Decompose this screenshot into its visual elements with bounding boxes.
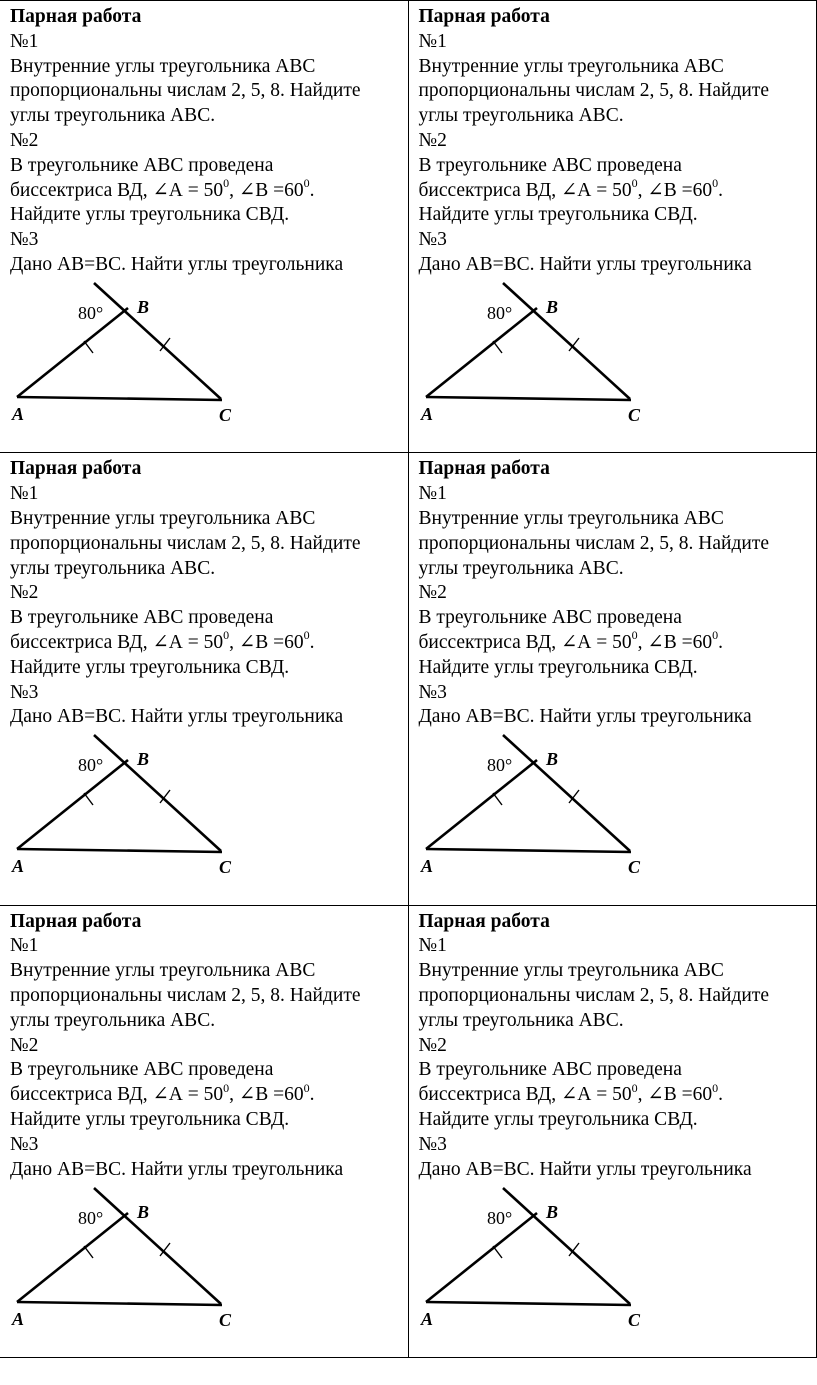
side-bc	[503, 1188, 630, 1304]
superscript: 0	[303, 1080, 310, 1095]
side-ac	[426, 1302, 631, 1305]
task-text-part: биссектриса ВД, ∠А = 50	[418, 631, 632, 653]
task-number: №1	[10, 483, 39, 505]
vertex-label-c: C	[627, 405, 640, 425]
card-title: Парная работа	[418, 6, 550, 27]
card-title: Парная работа	[418, 458, 550, 480]
task-text-part: .	[718, 179, 723, 201]
superscript: 0	[223, 176, 230, 191]
task-text: Дано АВ=ВС. Найти углы треугольника	[418, 253, 752, 275]
task-text-part: биссектриса ВД, ∠А = 50	[10, 631, 224, 653]
task-number: №1	[418, 935, 447, 957]
task-text: Внутренние углы треугольника АВС	[10, 55, 316, 77]
tick-mark	[84, 1246, 93, 1258]
task-text: Внутренние углы треугольника АВС	[10, 960, 316, 982]
side-ab	[17, 308, 128, 397]
task-text-part: .	[309, 631, 315, 653]
card-cell	[0, 453, 408, 905]
task-text: пропорциональны числам 2, 5, 8. Найдите	[418, 532, 769, 554]
triangle-figure	[14, 735, 254, 885]
vertex-label-c: C	[219, 857, 232, 878]
tick-mark	[493, 793, 502, 805]
table-row	[0, 453, 816, 905]
task-number: №2	[10, 582, 39, 604]
superscript: 0	[631, 1080, 638, 1095]
task-text: углы треугольника АВС.	[418, 1009, 624, 1031]
task-text: углы треугольника АВС.	[10, 105, 216, 127]
vertex-label-a: A	[12, 404, 25, 424]
card-cell	[0, 905, 408, 1357]
side-ab	[426, 1213, 537, 1302]
task-text: Дано АВ=ВС. Найти углы треугольника	[418, 1158, 752, 1180]
table-row	[0, 905, 816, 1357]
task-text-part: , ∠В =60	[229, 631, 304, 653]
task-text	[418, 628, 816, 656]
task-text-part: .	[718, 631, 723, 653]
side-ab	[17, 1213, 128, 1302]
card-cell	[408, 1, 816, 453]
task-text: Внутренние углы треугольника АВС	[418, 960, 724, 982]
angle-label: 80°	[78, 755, 104, 776]
task-text-part: биссектриса ВД, ∠А = 50	[10, 179, 224, 201]
task-text: В треугольнике АВС проведена	[418, 607, 682, 629]
card-title: Парная работа	[10, 458, 142, 480]
task-text: Дано АВ=ВС. Найти углы треугольника	[10, 253, 344, 275]
side-bc	[503, 735, 630, 851]
card-cell	[408, 453, 816, 905]
vertex-label-a: A	[420, 404, 433, 424]
task-text: В треугольнике АВС проведена	[10, 154, 274, 176]
task-number: №2	[418, 129, 447, 151]
task-number: №3	[10, 1133, 39, 1155]
vertex-label-a: A	[420, 1308, 433, 1329]
card-title: Парная работа	[10, 910, 142, 932]
angle-label: 80°	[78, 303, 104, 323]
side-ac	[17, 397, 222, 400]
task-text-part: биссектриса ВД, ∠А = 50	[418, 179, 632, 201]
triangle-figure	[420, 283, 663, 433]
task-text-part: , ∠В =60	[229, 179, 304, 201]
task-text: Найдите углы треугольника СВД.	[418, 204, 698, 226]
vertex-label-b: B	[137, 297, 150, 317]
task-text	[10, 176, 408, 204]
card-title: Парная работа	[418, 910, 550, 932]
task-text: Дано АВ=ВС. Найти углы треугольника	[418, 706, 752, 728]
task-text: В треугольнике АВС проведена	[418, 154, 682, 176]
side-bc	[94, 1188, 221, 1304]
task-text: В треугольнике АВС проведена	[418, 1059, 682, 1081]
vertex-label-b: B	[545, 749, 558, 770]
superscript: 0	[631, 176, 638, 191]
vertex-label-b: B	[545, 1201, 558, 1222]
task-text-part: биссектриса ВД, ∠А = 50	[418, 1084, 632, 1106]
vertex-label-c: C	[627, 1309, 640, 1330]
triangle-figure	[14, 1188, 254, 1338]
vertex-label-a: A	[12, 856, 25, 877]
task-text: Найдите углы треугольника СВД.	[418, 1109, 698, 1131]
task-text: пропорциональны числам 2, 5, 8. Найдите	[418, 80, 769, 102]
vertex-label-c: C	[219, 1309, 232, 1330]
table-row	[0, 1, 816, 453]
superscript: 0	[712, 176, 719, 191]
task-text: пропорциональны числам 2, 5, 8. Найдите	[418, 985, 769, 1007]
superscript: 0	[223, 1080, 230, 1095]
task-text: Внутренние углы треугольника АВС	[418, 507, 724, 529]
side-bc	[503, 283, 630, 399]
task-text-part: , ∠В =60	[637, 179, 713, 201]
task-number: №3	[418, 229, 447, 251]
triangle-figure	[14, 283, 254, 433]
tick-mark	[84, 793, 93, 805]
angle-label: 80°	[78, 1207, 104, 1228]
task-number: №1	[418, 483, 447, 505]
superscript: 0	[631, 628, 638, 643]
angle-label: 80°	[486, 1207, 512, 1228]
vertex-label-b: B	[137, 749, 150, 770]
side-bc	[94, 735, 221, 851]
task-text: пропорциональны числам 2, 5, 8. Найдите	[10, 985, 361, 1007]
side-ab	[426, 760, 537, 849]
task-number: №3	[10, 681, 39, 703]
side-bc	[94, 283, 221, 399]
task-text: Дано АВ=ВС. Найти углы треугольника	[10, 1158, 344, 1180]
task-text	[418, 176, 816, 204]
tick-mark	[493, 1246, 502, 1258]
vertex-label-a: A	[12, 1308, 25, 1329]
card-title: Парная работа	[10, 6, 142, 27]
vertex-label-b: B	[137, 1201, 150, 1222]
task-text-part: .	[718, 1084, 723, 1106]
superscript: 0	[223, 628, 230, 643]
task-text: углы треугольника АВС.	[418, 105, 624, 127]
task-number: №1	[10, 30, 39, 52]
task-text-part: , ∠В =60	[637, 631, 713, 653]
side-ab	[17, 760, 128, 849]
triangle-figure	[420, 735, 663, 885]
triangle-figure	[420, 1188, 663, 1338]
task-text: пропорциональны числам 2, 5, 8. Найдите	[10, 532, 361, 554]
task-text: пропорциональны числам 2, 5, 8. Найдите	[10, 80, 361, 102]
vertex-label-a: A	[420, 856, 433, 877]
vertex-label-c: C	[627, 857, 640, 878]
task-number: №1	[10, 935, 39, 957]
task-text	[10, 628, 408, 656]
task-text: Внутренние углы треугольника АВС	[418, 55, 724, 77]
angle-label: 80°	[486, 303, 512, 323]
card-cell	[408, 905, 816, 1357]
task-text: Дано АВ=ВС. Найти углы треугольника	[10, 706, 344, 728]
task-text	[10, 1080, 408, 1108]
task-text: Найдите углы треугольника СВД.	[10, 656, 290, 678]
side-ac	[426, 397, 631, 400]
task-text-part: .	[309, 1084, 315, 1106]
task-text: углы треугольника АВС.	[10, 557, 216, 579]
task-text: В треугольнике АВС проведена	[10, 607, 274, 629]
superscript: 0	[303, 628, 310, 643]
task-text: Внутренние углы треугольника АВС	[10, 507, 316, 529]
side-ab	[426, 308, 537, 397]
task-number: №2	[418, 1034, 447, 1056]
card-cell	[0, 1, 408, 453]
superscript: 0	[303, 176, 310, 191]
task-text: Найдите углы треугольника СВД.	[418, 656, 698, 678]
task-text: Найдите углы треугольника СВД.	[10, 1109, 290, 1131]
superscript: 0	[712, 1080, 719, 1095]
task-text: Найдите углы треугольника СВД.	[10, 204, 290, 226]
task-number: №2	[418, 582, 447, 604]
task-text: углы треугольника АВС.	[418, 557, 624, 579]
task-number: №1	[418, 30, 447, 52]
task-text	[418, 1080, 816, 1108]
task-number: №3	[418, 681, 447, 703]
task-number: №2	[10, 129, 39, 151]
side-ac	[17, 1302, 222, 1305]
task-number: №3	[10, 229, 39, 251]
task-text-part: биссектриса ВД, ∠А = 50	[10, 1084, 224, 1106]
tick-mark	[493, 341, 502, 353]
task-text-part: .	[309, 179, 315, 201]
task-text-part: , ∠В =60	[637, 1084, 713, 1106]
task-text: В треугольнике АВС проведена	[10, 1059, 274, 1081]
tick-mark	[84, 341, 93, 353]
angle-label: 80°	[486, 755, 512, 776]
vertex-label-c: C	[219, 405, 232, 425]
side-ac	[426, 849, 631, 852]
side-ac	[17, 849, 222, 852]
task-number: №3	[418, 1133, 447, 1155]
task-number: №2	[10, 1034, 39, 1056]
vertex-label-b: B	[545, 297, 558, 317]
task-text-part: , ∠В =60	[229, 1084, 304, 1106]
task-text: углы треугольника АВС.	[10, 1009, 216, 1031]
superscript: 0	[712, 628, 719, 643]
